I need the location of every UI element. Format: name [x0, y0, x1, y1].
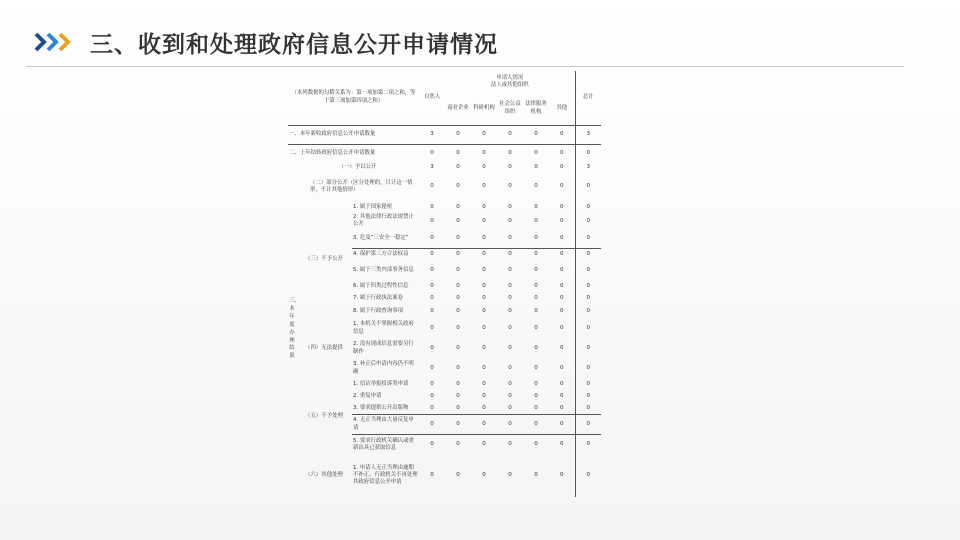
cell: 0	[456, 183, 460, 190]
cell: 0	[560, 344, 564, 351]
cell: 0	[575, 359, 601, 379]
row-label: 一、本年新收政府信息公开申请数量	[288, 125, 419, 144]
cell: 0	[534, 234, 538, 241]
row-label: 二、上年结转政府信息公开申请数量	[288, 144, 419, 163]
cell: 0	[430, 266, 434, 273]
cell: 0	[508, 183, 512, 190]
col-header: 其他	[556, 105, 568, 112]
cell: 0	[523, 125, 549, 144]
cell: 0	[456, 308, 460, 315]
cell: 0	[430, 308, 434, 315]
cell: 0	[575, 391, 601, 403]
cell: 0	[508, 392, 512, 399]
cell: 0	[575, 144, 601, 163]
cell: 0	[549, 125, 575, 144]
cell: 0	[445, 415, 471, 435]
col-header: 总计	[575, 71, 601, 125]
cell: 0	[445, 144, 471, 163]
cell: 0	[482, 183, 486, 190]
cell: 0	[575, 379, 601, 391]
cell: 0	[534, 344, 538, 351]
cell: 3	[430, 164, 434, 171]
cell: 0	[560, 392, 564, 399]
row-label: 8. 属于行政查询事项	[353, 308, 403, 315]
table-header-row	[288, 71, 601, 93]
cell: 0	[534, 266, 538, 273]
cell: 0	[482, 364, 486, 371]
cell: 0	[430, 203, 434, 210]
cell: 0	[471, 435, 497, 455]
group-label: （四）无法提供	[305, 344, 343, 351]
cell: 0	[482, 392, 486, 399]
cell: 0	[534, 295, 538, 302]
row-label: 4. 无正当理由大量反复申请	[352, 415, 419, 435]
row-label: 1. 信访举报投诉类申请	[353, 380, 409, 387]
cell: 0	[482, 164, 486, 171]
cell: 0	[560, 380, 564, 387]
row-label: 2. 重复申请	[353, 392, 382, 399]
cell: 0	[534, 392, 538, 399]
row-label: 1. 属于国家秘密	[353, 203, 393, 210]
row-label: 6. 属于四类过程性信息	[353, 282, 409, 289]
cell: 0	[456, 234, 460, 241]
cell: 0	[456, 164, 460, 171]
cell: 0	[523, 249, 549, 261]
row-label: 7. 属于行政执法案卷	[353, 295, 403, 302]
col-header: 商业企业	[447, 105, 469, 112]
cell: 0	[497, 435, 523, 455]
table-row	[288, 163, 601, 173]
cell: 0	[508, 282, 512, 289]
table-row	[288, 144, 601, 163]
cell: 0	[445, 125, 471, 144]
table-note: （本列数据的勾稽关系为：第一项加第二项之和，等于第三项加第四项之和）	[291, 90, 416, 104]
table-row	[288, 125, 601, 144]
row-label: 1. 本机关不掌握相关政府信息	[353, 321, 414, 335]
cell: 0	[482, 266, 486, 273]
cell: 0	[497, 144, 523, 163]
legal-group-label: 法人或其他组织	[490, 82, 529, 88]
cell: 0	[549, 249, 575, 261]
group-label: （六）其他处理	[305, 471, 343, 478]
cell: 0	[419, 435, 445, 455]
cell: 0	[430, 282, 434, 289]
cell: 0	[523, 144, 549, 163]
cell: 0	[560, 183, 564, 190]
table-row	[288, 201, 601, 214]
cell: 0	[456, 324, 460, 331]
row-label: 4. 保护第三方合法权益	[352, 249, 419, 261]
cell: 0	[482, 380, 486, 387]
table-row	[288, 319, 601, 339]
row-label: 3. 要求提供公开出版物	[353, 404, 409, 411]
cell: 0	[575, 281, 601, 293]
cell: 0	[497, 125, 523, 144]
cell: 0	[471, 144, 497, 163]
chevron-arrows-icon	[34, 30, 78, 54]
cell: 0	[508, 471, 512, 478]
cell: 0	[430, 380, 434, 387]
cell: 0	[575, 306, 601, 319]
cell: 0	[508, 364, 512, 371]
table-row	[288, 455, 601, 497]
cell: 0	[482, 203, 486, 210]
cell: 0	[560, 471, 564, 478]
cell: 0	[471, 415, 497, 435]
cell: 0	[575, 319, 601, 339]
cell: 0	[508, 203, 512, 210]
cell: 0	[419, 249, 445, 261]
cell: 3	[419, 125, 445, 144]
cell: 0	[534, 324, 538, 331]
cell: 3	[575, 125, 601, 144]
cell: 0	[508, 164, 512, 171]
cell: 0	[560, 282, 564, 289]
cell: 0	[430, 217, 434, 224]
cell: 0	[560, 203, 564, 210]
cell: 0	[575, 214, 601, 229]
header	[0, 0, 960, 68]
cell: 0	[482, 234, 486, 241]
applications-table	[288, 71, 601, 497]
cell: 0	[445, 435, 471, 455]
cell: 0	[575, 201, 601, 214]
cell: 0	[534, 217, 538, 224]
cell: 0	[534, 404, 538, 411]
cell: 0	[508, 308, 512, 315]
cell: 0	[445, 249, 471, 261]
cell: 0	[430, 471, 434, 478]
cell: 0	[534, 282, 538, 289]
cell: 0	[508, 234, 512, 241]
cell: 0	[575, 249, 601, 261]
cell: 0	[523, 435, 549, 455]
cell: 0	[560, 266, 564, 273]
cell: 0	[549, 415, 575, 435]
cell: 0	[534, 203, 538, 210]
cell: 0	[419, 144, 445, 163]
cell: 0	[560, 364, 564, 371]
applicant-group-header	[445, 71, 575, 93]
cell: 0	[534, 183, 538, 190]
cell: 0	[471, 249, 497, 261]
cell: 0	[575, 403, 601, 415]
cell: 0	[456, 295, 460, 302]
cell: 0	[482, 344, 486, 351]
cell: 0	[575, 339, 601, 359]
table-row	[288, 173, 601, 201]
cell: 0	[456, 344, 460, 351]
cell: 0	[482, 282, 486, 289]
cell: 0	[560, 324, 564, 331]
cell: 0	[575, 173, 601, 201]
cell: 0	[471, 125, 497, 144]
cell: 0	[430, 324, 434, 331]
cell: 0	[560, 217, 564, 224]
cell: 0	[508, 217, 512, 224]
cell: 0	[534, 364, 538, 371]
cell: 0	[508, 295, 512, 302]
cell: 0	[456, 266, 460, 273]
cell: 0	[430, 392, 434, 399]
row-label: （一）予以公开	[338, 164, 377, 171]
cell: 0	[456, 392, 460, 399]
cell: 0	[575, 293, 601, 306]
cell: 0	[456, 282, 460, 289]
cell: 0	[430, 183, 434, 190]
cell: 0	[430, 404, 434, 411]
row-label: 3. 补正后申请内容仍不明确	[353, 361, 414, 375]
table-row	[288, 379, 601, 391]
cell: 0	[456, 203, 460, 210]
cell: 0	[456, 471, 460, 478]
cell: 0	[456, 217, 460, 224]
cell: 0	[534, 380, 538, 387]
cell: 0	[482, 324, 486, 331]
cell: 0	[497, 415, 523, 435]
row-label: 3. 危及“三安全一稳定”	[353, 234, 409, 241]
cell: 0	[482, 471, 486, 478]
group-label: （五）不予处理	[305, 412, 343, 419]
cell: 0	[560, 164, 564, 171]
col-header: 科研机构	[473, 105, 495, 112]
cell: 0	[575, 261, 601, 281]
cell: 0	[508, 266, 512, 273]
applicant-group-label: 申请人情况	[496, 74, 524, 81]
cell: 0	[575, 435, 601, 455]
cell: 0	[534, 164, 538, 171]
page-title: 三、收到和处理政府信息公开申请情况	[90, 32, 498, 58]
cell: 0	[456, 364, 460, 371]
title-divider	[26, 66, 904, 67]
cell: 0	[549, 144, 575, 163]
col-header: 社会公益组织	[499, 101, 521, 115]
cell: 0	[482, 308, 486, 315]
row-label: 5. 属于三类内部事务信息	[353, 266, 414, 273]
row-label: 5. 要求行政机关确认或重新出具已获取信息	[352, 435, 419, 455]
cell: 0	[508, 380, 512, 387]
section-label: 三、本年度办理结果	[289, 298, 300, 360]
cell: 0	[482, 217, 486, 224]
cell: 0	[534, 471, 538, 478]
group-label: （三）不予公开	[305, 256, 343, 263]
cell: 0	[508, 404, 512, 411]
cell: 0	[430, 234, 434, 241]
cell: 0	[575, 229, 601, 249]
cell: 0	[575, 455, 601, 497]
cell: 0	[560, 308, 564, 315]
cell: 0	[430, 364, 434, 371]
cell: 0	[430, 344, 434, 351]
col-header: 法律服务机构	[525, 101, 547, 115]
cell: 0	[430, 295, 434, 302]
cell: 0	[419, 415, 445, 435]
row-label: （二）部分公开（区分处理的，只计这一情形，不计其他情形）	[310, 179, 413, 193]
cell: 3	[575, 163, 601, 173]
row-label: 2. 其他法律行政法规禁止公开	[353, 214, 414, 228]
cell: 0	[508, 344, 512, 351]
cell: 0	[560, 295, 564, 302]
cell: 0	[456, 380, 460, 387]
cell: 0	[523, 415, 549, 435]
cell: 0	[575, 415, 601, 435]
cell: 0	[482, 295, 486, 302]
cell: 0	[497, 249, 523, 261]
cell: 0	[560, 234, 564, 241]
cell: 0	[456, 404, 460, 411]
row-label: 2. 没有现成信息需要另行制作	[353, 341, 414, 355]
cell: 0	[549, 435, 575, 455]
row-label: 1. 申请人无正当理由逾期不补正、行政机关不再处理其政府信息公开申请	[353, 464, 418, 486]
cell: 0	[482, 404, 486, 411]
cell: 0	[560, 404, 564, 411]
col-header: 自然人	[423, 94, 441, 101]
cell: 0	[534, 308, 538, 315]
cell: 0	[508, 324, 512, 331]
